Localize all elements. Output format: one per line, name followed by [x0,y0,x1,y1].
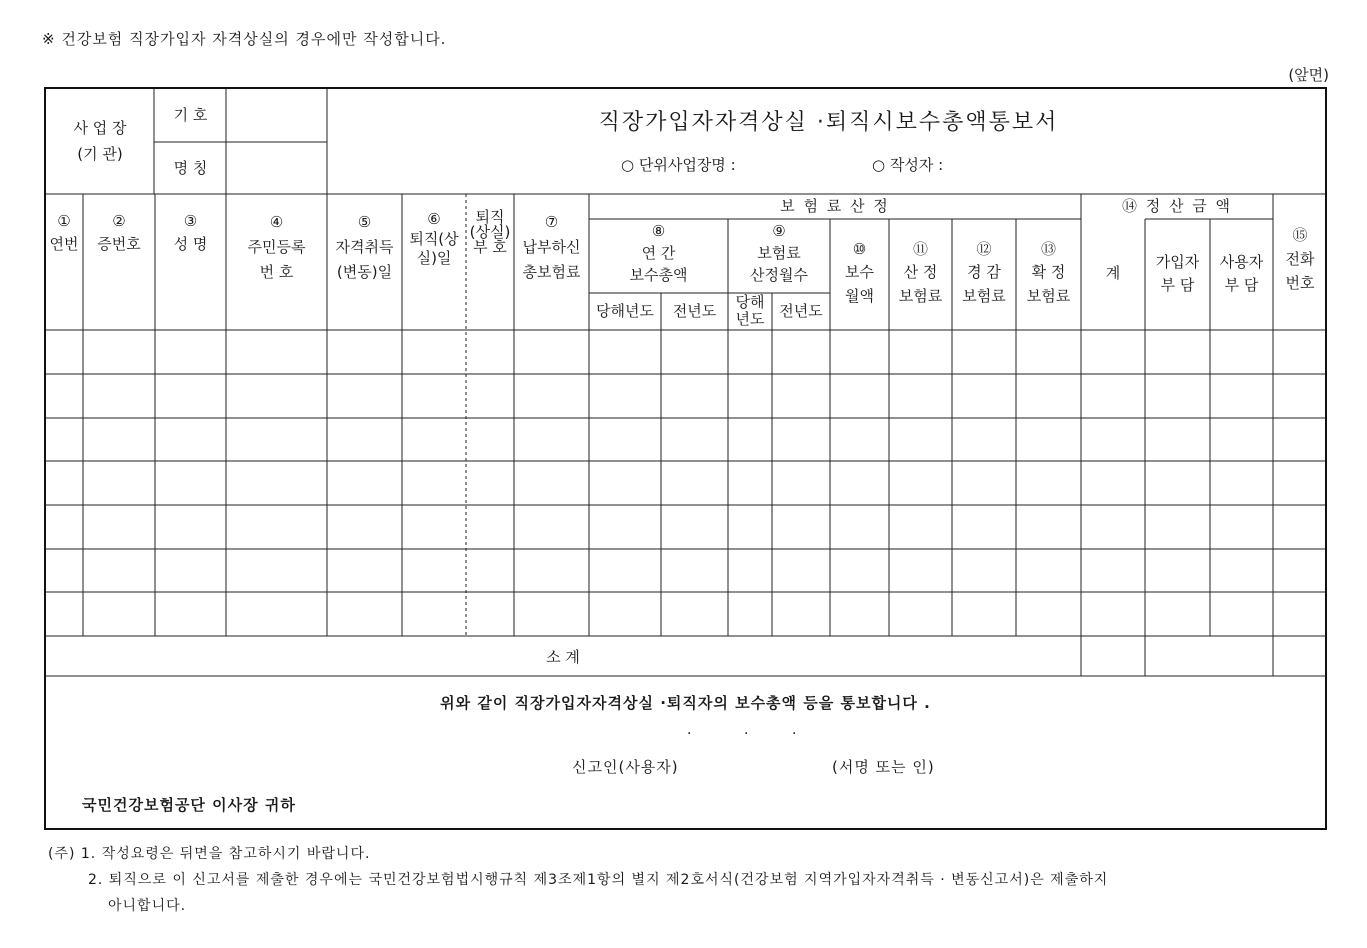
notice-text: ※ 건강보험 직장가입자 자격상실의 경우에만 작성합니다. [42,30,447,48]
col-settle-member: 가입자 부 담 [1155,253,1200,294]
form-title: 직장가입자자격상실 ·퇴직시보수총액통보서 [598,110,1059,135]
col-premium-months: ⑨ 보험료 산정월수 [750,222,808,284]
col-serial: ① 연번 [49,212,79,253]
col-card-number: ② 증번호 [97,212,141,253]
writer-field: ○ 작성자 : [872,156,944,174]
col-name: ③ 성 명 [173,212,208,253]
date-year-dot: . [687,722,692,738]
signature-label: (서명 또는 인) [832,758,935,776]
date-day-dot: . [792,722,797,738]
col-settle-employer: 사용자 부 담 [1219,253,1264,294]
footnote-3: 아니합니다. [108,898,187,914]
col-calc-premium: ⑪ 산 정 보험료 [898,240,943,305]
col-reduced-premium: ⑫ 경 감 보험료 [962,240,1006,305]
col-annual-pay-previous: 전년도 [672,302,717,320]
col-premium-months-current: 당해 년도 [735,293,765,328]
footnote-2: 2. 퇴직으로 이 신고서를 제출한 경우에는 국민건강보험법시행규칙 제3조제1항의 별지 제2호서식(건강보험 지역가입자자격취득 · 변동신고서)은 제출하지 [88,872,1109,888]
col-premium-months-previous: 전년도 [779,302,823,320]
date-month-dot: . [744,722,749,738]
col-resident-number: ④ 주민등록 번 호 [247,213,306,281]
recipient-text: 국민건강보험공단 이사장 귀하 [82,796,296,814]
code-label: 기 호 [173,106,208,124]
unit-workplace-field: ○ 단위사업장명 : [621,156,736,174]
footnote-1: (주) 1. 작성요령은 뒤면을 참고하시기 바랍니다. [48,846,371,862]
col-acquire-date: ⑤ 자격취득 (변동)일 [335,213,394,281]
col-paid-premium: ⑦ 납부하신 총보험료 [522,213,581,281]
col-retire-date: ⑥ 퇴직(상 실)일 [409,210,459,267]
subtotal-label: 소 계 [546,648,580,666]
col-final-premium: ⑬ 확 정 보험료 [1026,240,1071,305]
col-settle-total: 계 [1105,264,1121,282]
workplace-label: 사 업 장 (기 관) [73,119,127,163]
name-label: 명 칭 [173,159,208,177]
front-side-label: (앞면) [1288,66,1329,84]
col-annual-pay-current: 당해년도 [596,302,654,320]
settlement-group: ⑭ 정 산 금 액 [1121,197,1233,215]
col-phone: ⑮ 전화 번호 [1285,226,1315,292]
col-monthly-pay: ⑩ 보수 월액 [845,240,874,305]
reporter-label: 신고인(사용자) [572,758,679,776]
col-annual-pay: ⑧ 연 간 보수총액 [629,222,688,284]
col-retire-code: 퇴직 (상실) 부 호 [469,208,511,256]
declaration-text: 위와 같이 직장가입자자격상실 ·퇴직자의 보수총액 등을 통보합니다 . [440,694,931,712]
premium-calc-group: 보 험 료 산 정 [780,197,890,215]
